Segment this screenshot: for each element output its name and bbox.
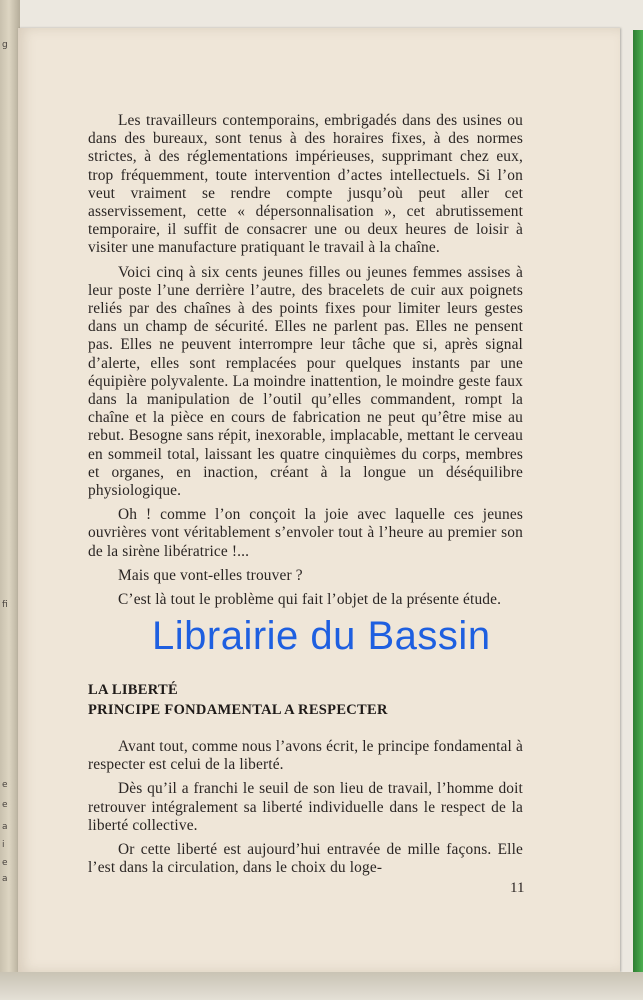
facing-page-mark: a bbox=[2, 822, 8, 832]
facing-page-mark: e bbox=[2, 858, 8, 868]
paragraph: Les travailleurs contemporains, embrigadés dans des usines ou dans des bureaux, sont tenus à des horaires fixes, à des normes strictes, à des réglementations impérieuses, supprimant chez eux, trop fréquemment, toute intervention d’actes intellectuels. Si l’on veut vraiment se rendre compte jusqu’où peut aller cet asservissement, cette « dépersonnalisation », cet abrutissement temporaire, il suffit de consacrer une ou deux heures de loisir à visiter une manufacture pratiquant le travail à la chaîne. bbox=[88, 112, 523, 257]
facing-page-mark: g bbox=[2, 40, 8, 50]
paragraph: Oh ! comme l’on conçoit la joie avec laquelle ces jeunes ouvrières vont véritablement s’envoler tout à l’heure au premier son de la sirène libératrice !... bbox=[88, 506, 523, 560]
facing-page-mark: i bbox=[2, 840, 5, 850]
body-text-bottom bbox=[88, 738, 523, 883]
facing-page-mark: fi bbox=[2, 600, 8, 610]
heading-line: LA LIBERTÉ bbox=[88, 682, 178, 698]
facing-page-edge bbox=[0, 0, 20, 1000]
heading-line: PRINCIPE FONDAMENTAL A RESPECTER bbox=[88, 702, 388, 718]
paragraph: Dès qu’il a franchi le seuil de son lieu de travail, l’homme doit retrouver intégralement sa liberté individuelle dans le respect de la liberté collective. bbox=[88, 780, 523, 834]
paragraph: Voici cinq à six cents jeunes filles ou jeunes femmes assises à leur poste l’une derrière l’autre, des bracelets de cuir aux poignets reliés par des chaînes à des points fixes pour limiter leurs gestes dans un champ de sécurité. Elles ne parlent pas. Elles ne pensent pas. Elles ne peuvent interrompre leur tâche que si, après signal d’alerte, elles sont remplacées pour quelques instants par une équipière polyvalente. La moindre inattention, le moindre geste faux dans la manipulation de l’outil qu’elles commandent, rompt la chaîne et la pièce en cours de fabrication ne peut qu’être mise au rebut. Besogne sans répit, inexorable, implacable, mettant le cerveau en sommeil total, laissant les quatre cinquièmes du corps, membres et organes, en inaction, créant à la longue un déséquilibre physiologique. bbox=[88, 263, 523, 500]
paragraph: C’est là tout le problème qui fait l’objet de la présente étude. bbox=[118, 591, 502, 609]
section-heading bbox=[88, 680, 528, 720]
page-number: 11 bbox=[510, 880, 525, 896]
paragraph: Avant tout, comme nous l’avons écrit, le principe fondamental à respecter est celui de la liberté. bbox=[88, 738, 523, 774]
facing-page-mark: a bbox=[2, 874, 8, 884]
table-surface bbox=[0, 972, 643, 1000]
facing-page-mark: e bbox=[2, 780, 8, 790]
paragraph: Or cette liberté est aujourd’hui entravée de mille façons. Elle l’est dans la circulation, dans le choix du loge- bbox=[88, 841, 523, 877]
paragraph: Mais que vont-elles trouver ? bbox=[118, 566, 303, 584]
body-text-top bbox=[88, 112, 523, 615]
book-cover-edge bbox=[633, 30, 643, 1000]
facing-page-mark: e bbox=[2, 800, 8, 810]
watermark: Librairie du Bassin bbox=[152, 614, 491, 658]
